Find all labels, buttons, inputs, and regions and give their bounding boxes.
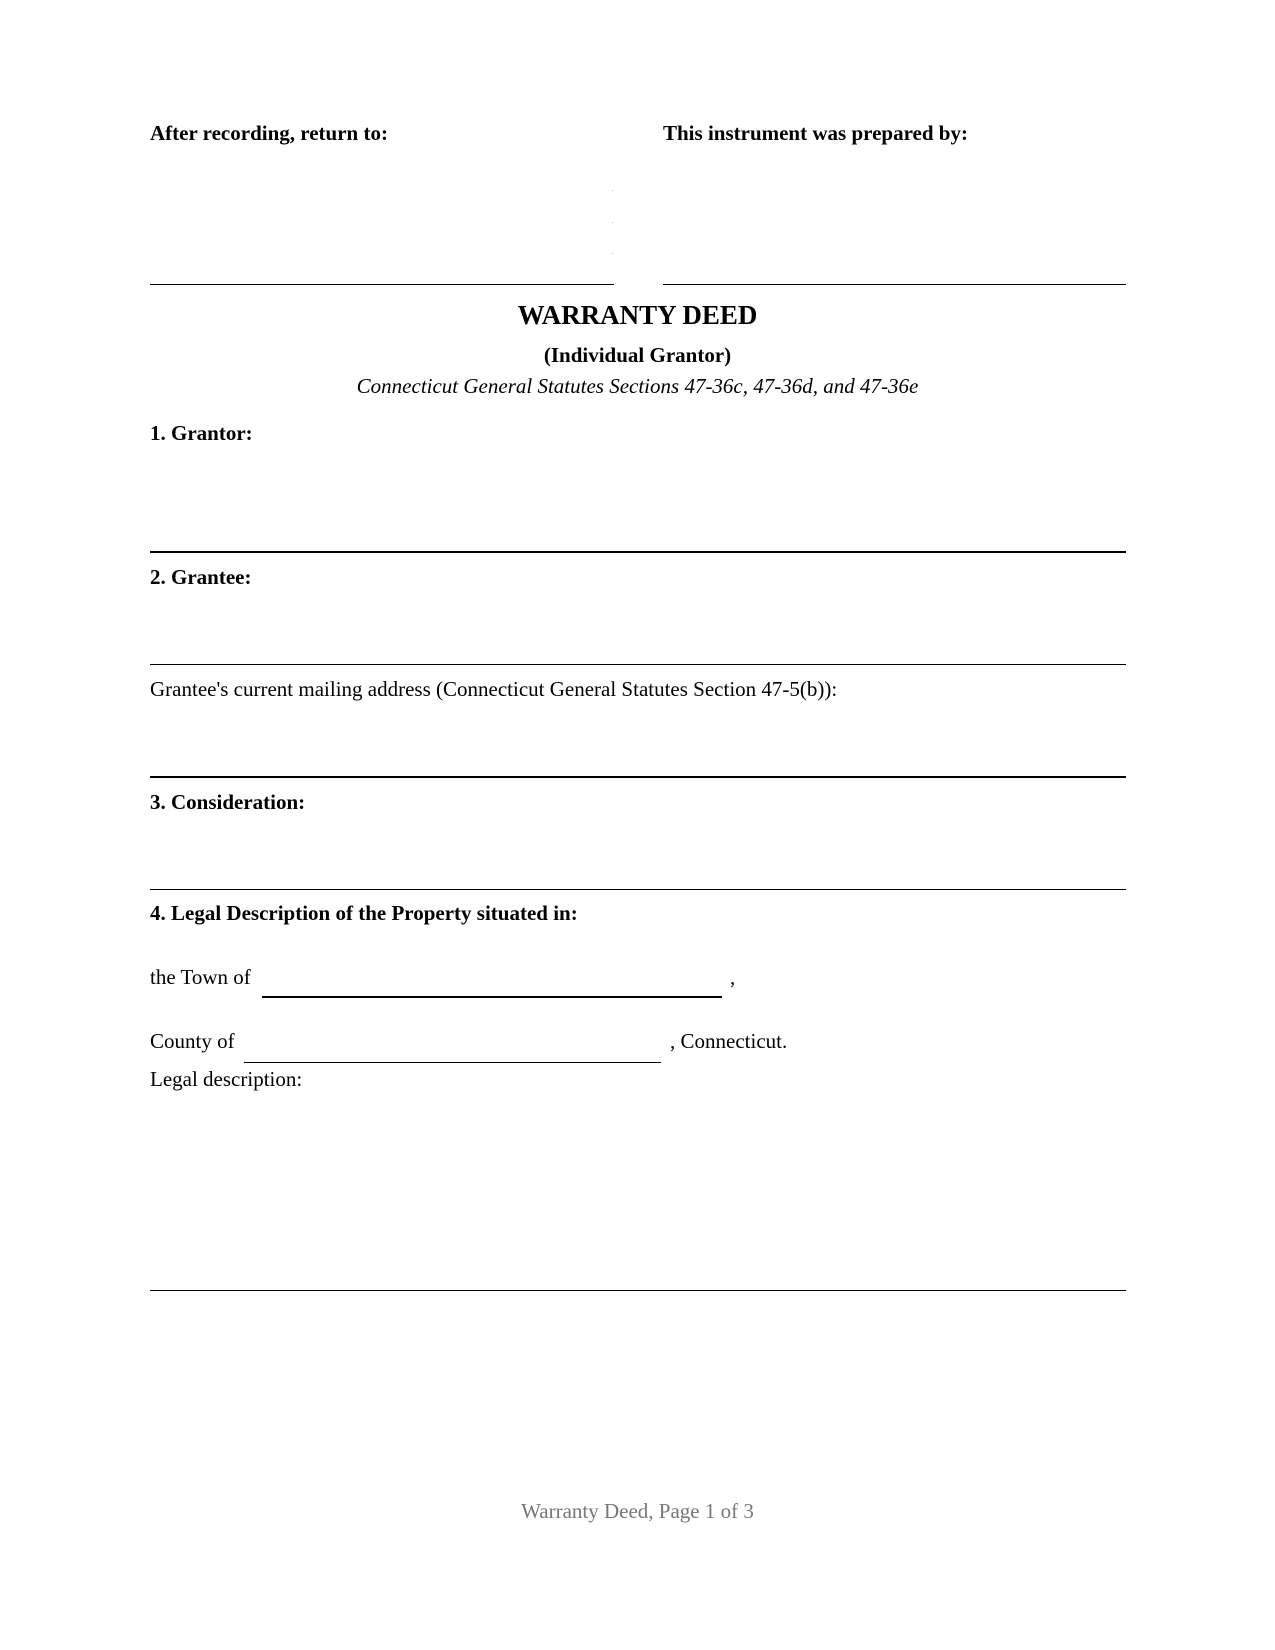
town-suffix: ,: [730, 965, 736, 989]
statute-reference: Connecticut General Statutes Sections 47-36c, 47-36d, and 47-36e: [356, 374, 919, 398]
return-to-label: After recording, return to:: [150, 121, 388, 145]
prepared-by-label: This instrument was prepared by:: [663, 121, 968, 145]
consideration-field-line[interactable]: [150, 889, 1126, 890]
county-suffix: , Connecticut.: [670, 1029, 788, 1053]
grantee-address-label: Grantee's current mailing address (Connecticut General Statutes Section 47-5(b)):: [150, 677, 838, 701]
legal-description-field-line[interactable]: [150, 1290, 1126, 1291]
document-subtitle: (Individual Grantor): [543, 343, 732, 367]
town-label: the Town of: [150, 965, 251, 989]
legal-description-label: Legal description:: [150, 1067, 303, 1091]
legal-description-heading: 4. Legal Description of the Property situated in:: [150, 901, 578, 925]
county-label: County of: [150, 1029, 235, 1053]
divider-dot: [612, 253, 613, 254]
return-to-signature-line[interactable]: [150, 284, 614, 285]
grantee-field-line[interactable]: [150, 664, 1126, 665]
divider-dot: [612, 190, 613, 191]
grantor-field-line[interactable]: [150, 551, 1126, 553]
consideration-label: 3. Consideration:: [150, 790, 306, 814]
grantee-label: 2. Grantee:: [150, 565, 252, 589]
divider-dot: [612, 222, 613, 223]
page-footer: Warranty Deed, Page 1 of 3: [521, 1499, 754, 1523]
town-field-line[interactable]: [262, 996, 722, 998]
document-title: WARRANTY DEED: [517, 300, 758, 330]
county-field-line[interactable]: [244, 1062, 661, 1063]
grantee-address-field-line[interactable]: [150, 776, 1126, 778]
grantor-label: 1. Grantor:: [150, 421, 253, 445]
prepared-by-signature-line[interactable]: [663, 284, 1126, 285]
